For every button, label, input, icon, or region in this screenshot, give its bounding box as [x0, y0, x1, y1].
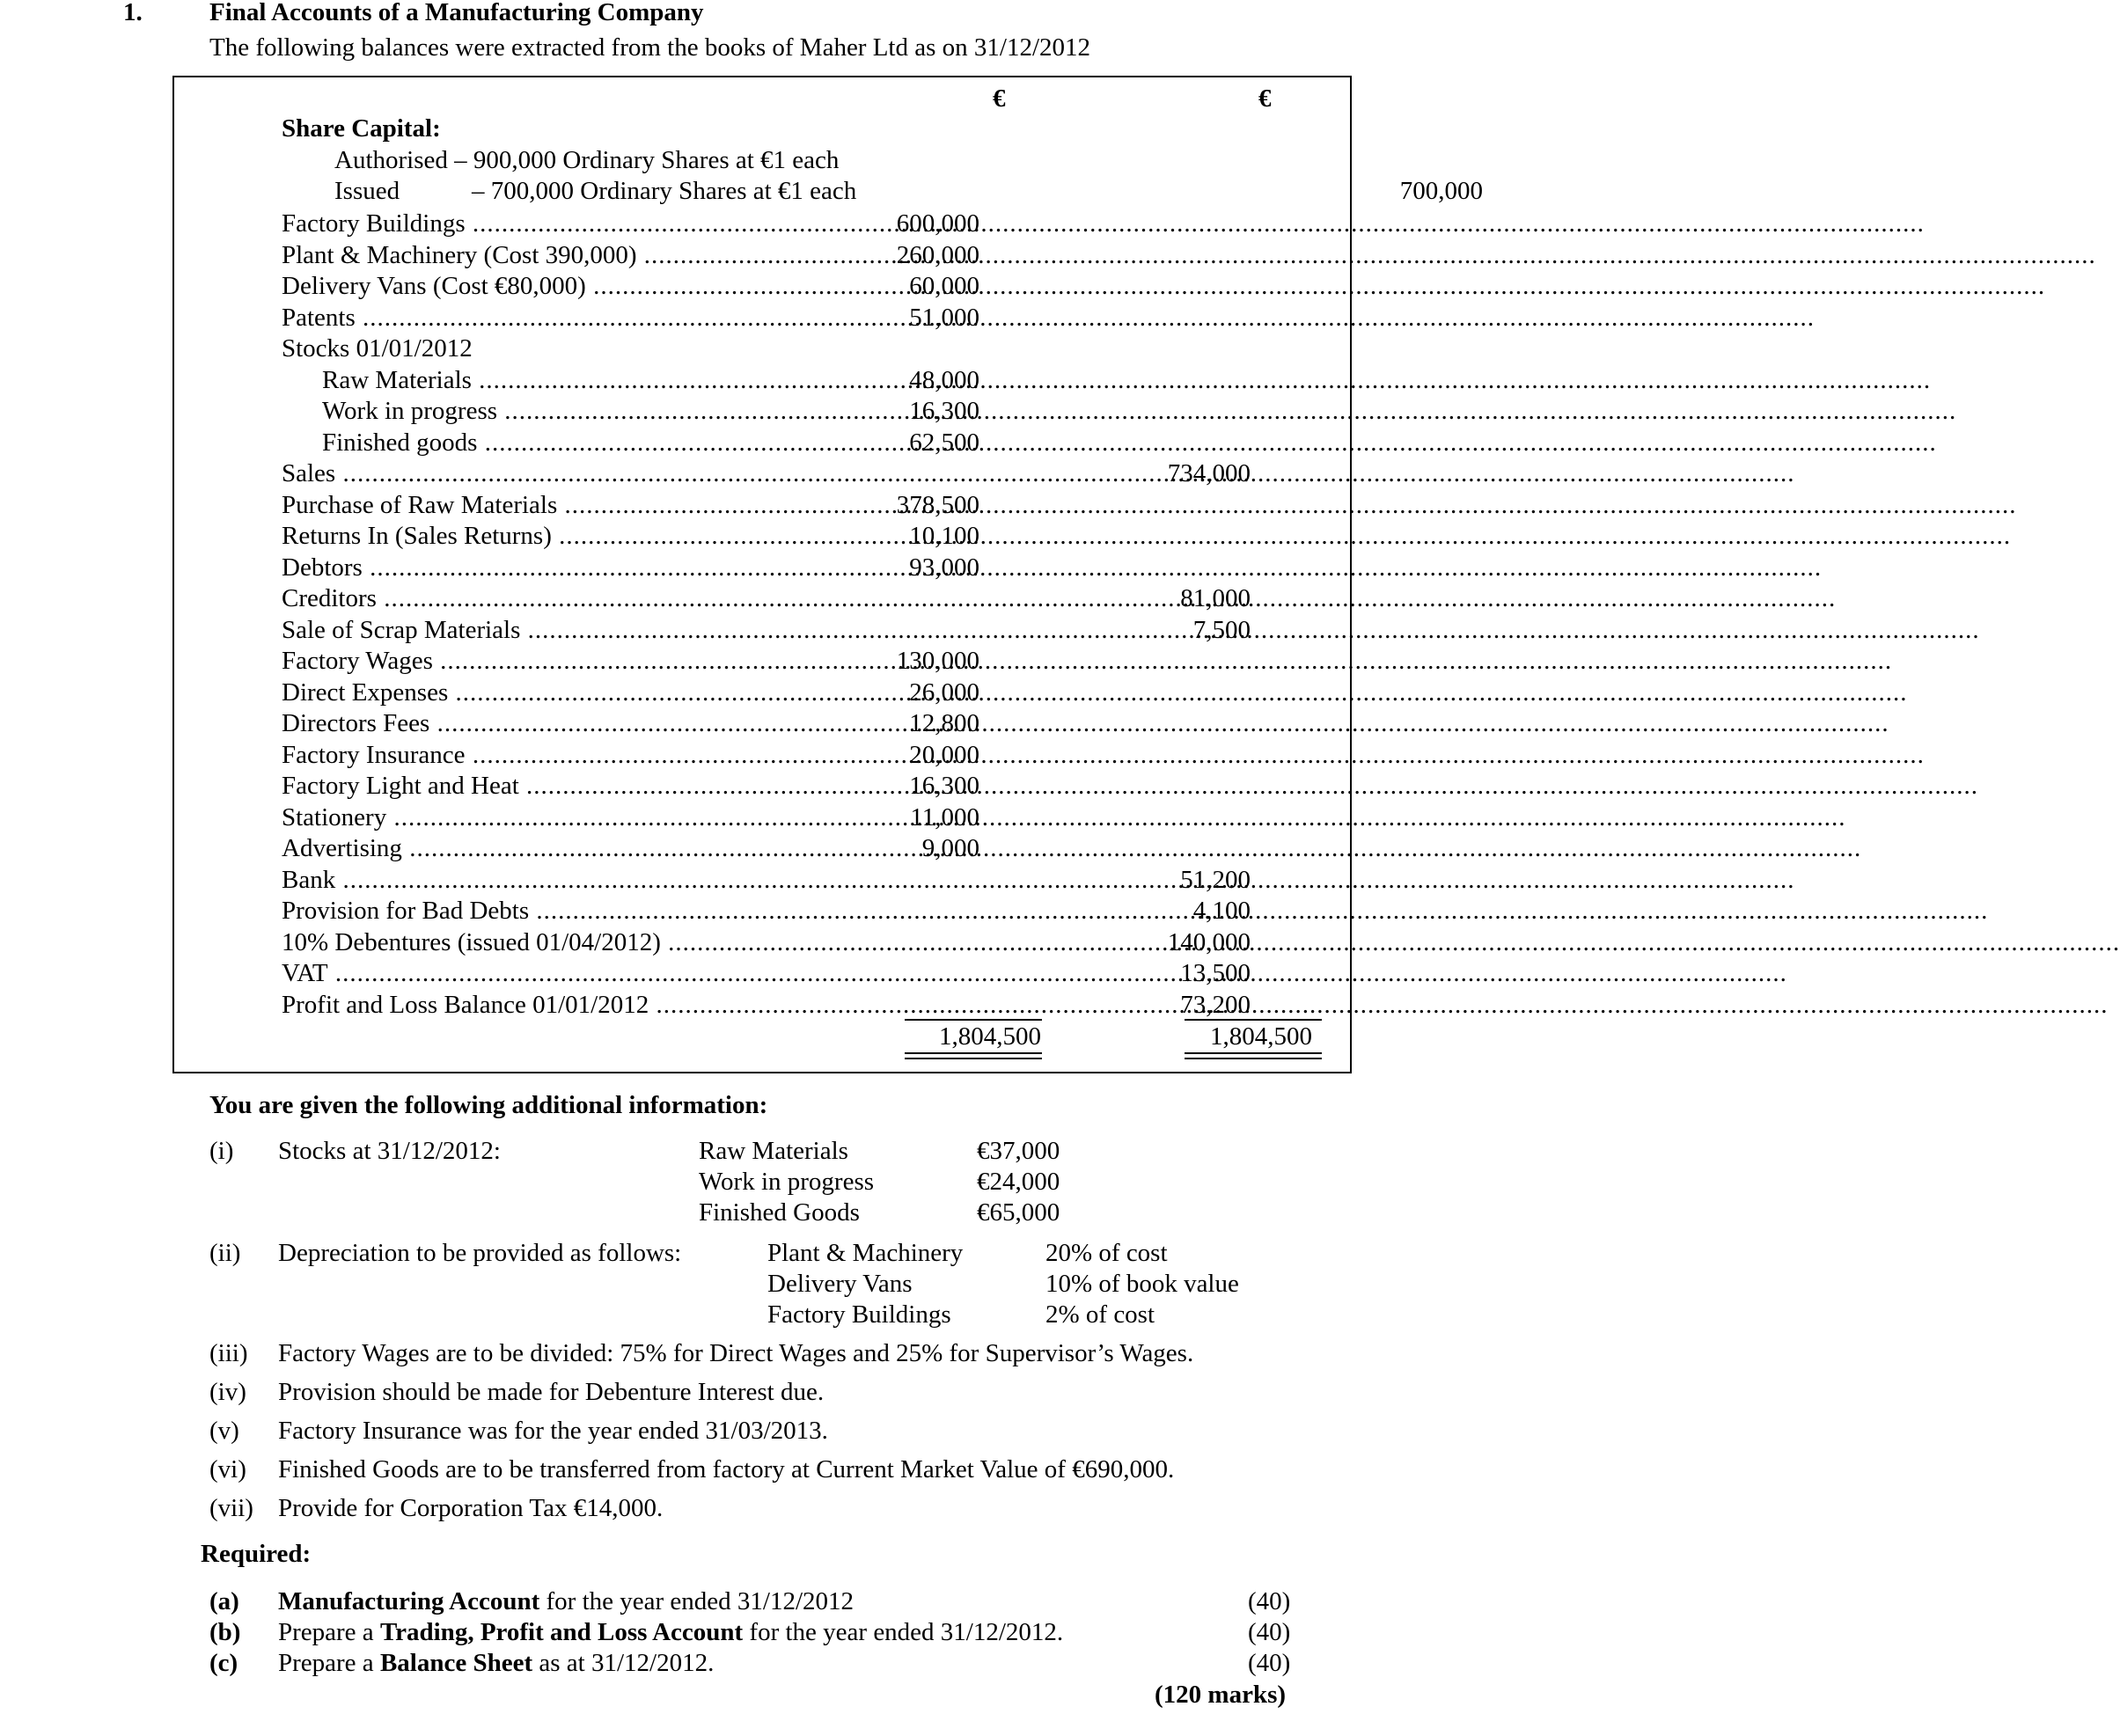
trial-balance-row — [174, 739, 1350, 771]
row-label: Stationery ..... — [282, 802, 757, 833]
trial-balance-row — [174, 989, 1350, 1021]
row-label: Delivery Vans (Cost €80,000) ..... — [282, 270, 757, 302]
trial-balance-row — [174, 489, 1350, 521]
row-label: Returns In (Sales Returns) ..... — [282, 520, 757, 552]
row-label: Sale of Scrap Materials ..... — [282, 614, 757, 646]
trial-balance-row — [174, 614, 1350, 646]
trial-balance-row — [174, 427, 1350, 458]
row-debit: 93,000 — [909, 553, 979, 582]
item-iii-num: (iii) — [209, 1339, 248, 1367]
closing-stock-label-finished: Finished Goods — [699, 1198, 860, 1227]
trial-balance-row — [174, 645, 1350, 677]
question-title: Final Accounts of a Manufacturing Company — [209, 0, 704, 26]
row-label: Patents ..... — [282, 302, 757, 333]
row-credit: 140,000 — [1167, 928, 1251, 956]
row-debit: 48,000 — [909, 366, 979, 394]
depreciation-asset-vans: Delivery Vans — [767, 1270, 913, 1298]
row-debit: 260,000 — [896, 241, 979, 269]
row-debit: 130,000 — [896, 647, 979, 675]
question-number: 1. — [123, 0, 143, 26]
trial-balance-row — [174, 802, 1350, 833]
row-label: Factory Light and Heat ..... — [282, 770, 757, 802]
row-debit: 62,500 — [909, 429, 979, 457]
required-a-marks: (40) — [1248, 1587, 1291, 1615]
row-credit: 73,200 — [1180, 991, 1251, 1019]
row-label: Advertising ..... — [282, 832, 757, 864]
row-label: Raw Materials ..... — [322, 364, 757, 396]
trial-balance-row — [174, 458, 1350, 489]
required-c-marks: (40) — [1248, 1649, 1291, 1677]
row-credit: 51,200 — [1180, 866, 1251, 894]
trial-balance-row — [174, 770, 1350, 802]
additional-heading: You are given the following additional information: — [209, 1091, 768, 1119]
row-credit: 81,000 — [1180, 584, 1251, 612]
required-a-num: (a) — [209, 1587, 239, 1615]
depreciation-rate-vans: 10% of book value — [1045, 1270, 1239, 1298]
item-ii-num: (ii) — [209, 1239, 241, 1267]
closing-stock-label-raw: Raw Materials — [699, 1137, 848, 1165]
trial-balance-row — [174, 707, 1350, 739]
item-iii-text: Factory Wages are to be divided: 75% for Direct Wages and 25% for Supervisor’s Wages. — [278, 1339, 1194, 1367]
row-credit: 7,500 — [1192, 616, 1251, 644]
row-credit: 734,000 — [1167, 459, 1251, 487]
row-label: Work in progress ..... — [322, 395, 757, 427]
item-v-text: Factory Insurance was for the year ended 31/03/2013. — [278, 1417, 828, 1445]
total-credit: 1,804,500 — [1210, 1022, 1312, 1051]
row-debit: 16,300 — [909, 772, 979, 800]
trial-balance-row — [174, 552, 1350, 583]
question-subtitle: The following balances were extracted from the books of Maher Ltd as on 31/12/2012 — [209, 33, 1091, 62]
row-label: VAT ..... — [282, 957, 757, 989]
row-label: Purchase of Raw Materials ..... — [282, 489, 757, 521]
row-label: Directors Fees ..... — [282, 707, 757, 739]
row-debit: 16,300 — [909, 397, 979, 425]
row-label: Factory Buildings ..... — [282, 208, 757, 239]
trial-balance-box — [172, 76, 1483, 1073]
trial-balance-row — [174, 582, 1350, 614]
stocks-heading: Stocks 01/01/2012 — [282, 334, 473, 363]
required-heading: Required: — [201, 1540, 312, 1568]
item-iv-text: Provision should be made for Debenture Interest due. — [278, 1378, 825, 1406]
row-debit: 9,000 — [921, 834, 979, 862]
row-label: 10% Debentures (issued 01/04/2012) ..... — [282, 927, 757, 958]
credit-total-rule — [1185, 1019, 1322, 1021]
depreciation-asset-plant: Plant & Machinery — [767, 1239, 964, 1267]
debit-double-rule — [905, 1052, 1042, 1059]
row-label: Provision for Bad Debts ..... — [282, 895, 757, 927]
closing-stock-label-wip: Work in progress — [699, 1168, 875, 1196]
debit-total-rule — [905, 1019, 1042, 1021]
issued-label: Issued — [334, 177, 400, 205]
total-marks: (120 marks) — [1155, 1681, 1287, 1709]
row-debit: 10,100 — [909, 522, 979, 550]
item-vii-num: (vii) — [209, 1494, 253, 1522]
row-debit: 20,000 — [909, 741, 979, 769]
share-capital-heading: Share Capital: — [282, 114, 441, 143]
required-c-text: Prepare a Balance Sheet as at 31/12/2012. — [278, 1649, 715, 1677]
row-debit: 378,500 — [896, 491, 979, 519]
row-label: Profit and Loss Balance 01/01/2012 ..... — [282, 989, 757, 1021]
trial-balance-row — [174, 864, 1350, 896]
depreciation-rate-plant: 20% of cost — [1045, 1239, 1168, 1267]
closing-stock-value-wip: €24,000 — [977, 1168, 1060, 1196]
row-debit: 600,000 — [896, 209, 979, 238]
issued-credit: 700,000 — [1399, 177, 1483, 205]
trial-balance-row — [174, 832, 1350, 864]
closing-stock-value-raw: €37,000 — [977, 1137, 1060, 1165]
item-i-text: Stocks at 31/12/2012: — [278, 1137, 501, 1165]
row-label: Creditors ..... — [282, 582, 757, 614]
required-b-marks: (40) — [1248, 1618, 1291, 1646]
trial-balance-row — [174, 957, 1350, 989]
row-debit: 60,000 — [909, 272, 979, 300]
trial-balance-row — [174, 677, 1350, 708]
item-i-num: (i) — [209, 1137, 234, 1165]
item-vii-text: Provide for Corporation Tax €14,000. — [278, 1494, 664, 1522]
row-credit: 13,500 — [1180, 959, 1251, 987]
row-label: Factory Insurance ..... — [282, 739, 757, 771]
row-label: Factory Wages ..... — [282, 645, 757, 677]
row-label: Direct Expenses ..... — [282, 677, 757, 708]
credit-double-rule — [1185, 1052, 1322, 1059]
row-debit: 11,000 — [910, 803, 979, 831]
required-b-num: (b) — [209, 1618, 241, 1646]
item-vi-text: Finished Goods are to be transferred from factory at Current Market Value of €690,000. — [278, 1455, 1175, 1483]
row-debit: 12,800 — [909, 709, 979, 737]
currency-header-credit: € — [1258, 84, 1272, 113]
row-debit: 51,000 — [909, 304, 979, 332]
closing-stock-value-finished: €65,000 — [977, 1198, 1060, 1227]
row-label: Bank ..... — [282, 864, 757, 896]
currency-header-debit: € — [993, 84, 1006, 113]
depreciation-rate-buildings: 2% of cost — [1045, 1300, 1155, 1329]
row-label: Finished goods ..... — [322, 427, 757, 458]
trial-balance-row — [174, 208, 1350, 239]
required-b-text: Prepare a Trading, Profit and Loss Account for the year ended 31/12/2012. — [278, 1618, 1064, 1646]
trial-balance-row — [174, 302, 1350, 333]
item-vi-num: (vi) — [209, 1455, 246, 1483]
trial-balance-row — [174, 520, 1350, 552]
row-debit: 26,000 — [909, 678, 979, 707]
row-label: Plant & Machinery (Cost 390,000) ..... — [282, 239, 757, 271]
trial-balance-row — [174, 895, 1350, 927]
depreciation-asset-buildings: Factory Buildings — [767, 1300, 951, 1329]
row-label: Debtors ..... — [282, 552, 757, 583]
trial-balance-row — [174, 395, 1350, 427]
trial-balance-row — [174, 270, 1350, 302]
authorised-line: Authorised – 900,000 Ordinary Shares at €1 each — [334, 146, 840, 174]
row-label: Sales ..... — [282, 458, 757, 489]
trial-balance-row — [174, 927, 1350, 958]
required-a-text: Manufacturing Account for the year ended 31/12/2012 — [278, 1587, 855, 1615]
trial-balance-row — [174, 364, 1350, 396]
total-debit: 1,804,500 — [939, 1022, 1041, 1051]
trial-balance-row — [174, 239, 1350, 271]
item-iv-num: (iv) — [209, 1378, 246, 1406]
required-c-num: (c) — [209, 1649, 238, 1677]
issued-desc: – 700,000 Ordinary Shares at €1 each — [472, 177, 857, 205]
row-credit: 4,100 — [1192, 897, 1251, 925]
item-v-num: (v) — [209, 1417, 239, 1445]
item-ii-text: Depreciation to be provided as follows: — [278, 1239, 682, 1267]
